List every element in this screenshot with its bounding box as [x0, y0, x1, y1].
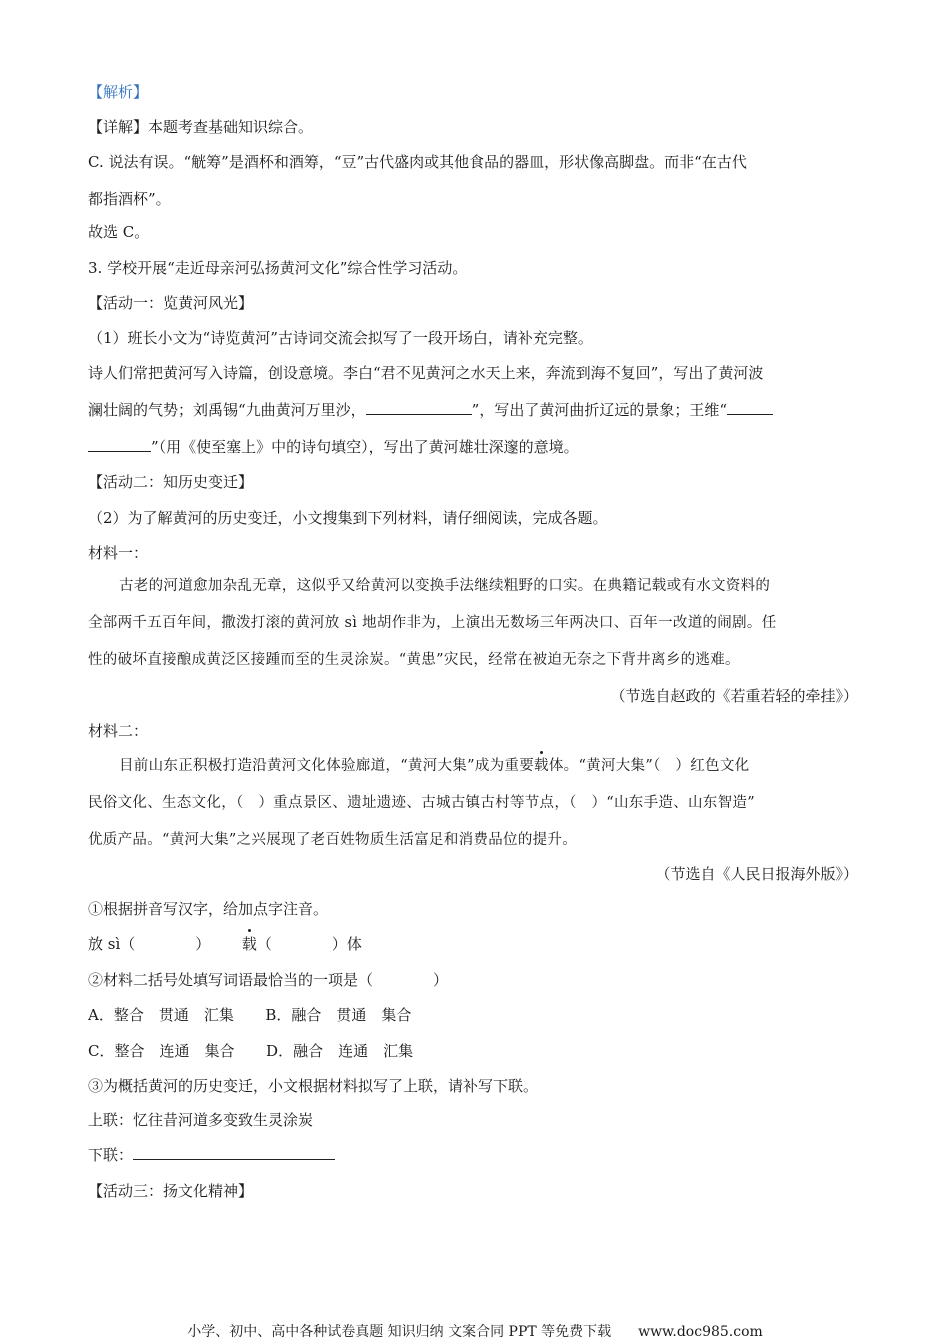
blank-wang-wei-2[interactable] — [88, 437, 151, 452]
option-c[interactable]: C．整合 连通 集合 — [88, 1042, 235, 1060]
sub3-upper: 上联：忆往昔河道多变致生灵涂炭 — [88, 1111, 314, 1129]
sub1-prompt: ①根据拼音写汉字，给加点字注音。 — [88, 900, 329, 918]
blank-wang-wei-1[interactable] — [727, 400, 773, 415]
option-d[interactable]: D．融合 连通 汇集 — [266, 1042, 414, 1060]
activity1-p2b: ”，写出了黄河曲折辽远的景象；王维“ — [471, 401, 728, 419]
activity1-q1: （1）班长小文为“诗览黄河”古诗词交流会拟写了一段开场白，请补充完整。 — [88, 329, 593, 347]
activity3-title: 【活动三：扬文化精神】 — [88, 1182, 254, 1200]
material2-line1 — [119, 756, 749, 776]
analysis-answer: 故选 C。 — [88, 223, 150, 241]
sub2-prompt: ②材料二括号处填写词语最恰当的一项是（ ） — [88, 971, 449, 989]
activity1-p1: 诗人们常把黄河写入诗篇，创设意境。李白“君不见黄河之水天上来，奔流到海不复回”，写出了黄河波 — [88, 364, 764, 382]
activity1-p3-text: ”（用《使至塞上》中的诗句填空），写出了黄河雄壮深邃的意境。 — [151, 438, 579, 456]
material1-line3: 性的破坏直接酿成黄泛区接踵而至的生灵涂炭。“黄患”灾民，经常在被迫无奈之下背井离乡的逃难。 — [88, 652, 740, 668]
footer-url[interactable]: www.doc985.com — [638, 1324, 763, 1340]
option-b[interactable]: B．融合 贯通 集合 — [265, 1006, 412, 1024]
material1-line2: 全部两千五百年间，撒泼打滚的黄河放 sì 地胡作非为，上演出无数场三年两决口、百年一改道的闹剧。任 — [88, 615, 777, 631]
blank-liu-yuxi[interactable] — [366, 400, 472, 415]
material1-label: 材料一： — [88, 544, 149, 562]
dotted-char-zai: 载 — [534, 758, 549, 774]
activity1-p2 — [88, 400, 773, 420]
sub1-answer-line — [88, 934, 362, 954]
material2-source: （节选自《人民日报海外版》） — [655, 865, 858, 883]
blank-lower-couplet[interactable] — [133, 1145, 335, 1160]
sub2-options-row1 — [88, 1005, 411, 1025]
analysis-c-line1: C. 说法有误。“觥筹”是酒杯和酒筹，“豆”古代盛肉或其他食品的器皿，形状像高脚盘。而非“在古代 — [88, 153, 747, 171]
activity2-q2: （2）为了解黄河的历史变迁，小文搜集到下列材料，请仔细阅读，完成各题。 — [88, 509, 608, 527]
material1-source: （节选自赵政的《若重若轻的牵挂》） — [610, 687, 858, 705]
footer-text: 小学、初中、高中各种试卷真题 知识归纳 文案合同 PPT 等免费下载 — [187, 1324, 612, 1340]
sub3-lower-line — [88, 1145, 335, 1165]
sub1-b: （ ）体 — [256, 935, 362, 953]
material2-line3: 优质产品。“黄河大集”之兴展现了老百姓物质生活富足和消费品位的提升。 — [88, 832, 578, 848]
sub2-options-row2 — [88, 1041, 413, 1061]
question-intro: 3. 学校开展“走近母亲河弘扬黄河文化”综合性学习活动。 — [88, 259, 468, 277]
option-a[interactable]: A．整合 贯通 汇集 — [88, 1006, 234, 1024]
material2-line2: 民俗文化、生态文化，（ ）重点景区、遗址遗迹、古城古镇古村等节点，（ ）“山东手造、山东智造” — [88, 795, 755, 811]
activity2-title: 【活动二：知历史变迁】 — [88, 473, 254, 491]
material2-line1b: 体。“黄河大集”（ ）红色文化 — [548, 758, 750, 774]
activity1-p2a: 澜壮阔的气势；刘禹锡“九曲黄河万里沙， — [88, 401, 366, 419]
sub3-lower: 下联： — [88, 1146, 134, 1164]
material2-label: 材料二： — [88, 722, 149, 740]
sub1-dotted-char: 载 — [241, 935, 257, 953]
page-footer — [0, 1323, 950, 1341]
analysis-header: 【解析】 — [88, 83, 149, 101]
analysis-c-line2: 都指酒杯”。 — [88, 190, 171, 208]
sub3-prompt: ③为概括黄河的历史变迁，小文根据材料拟写了上联，请补写下联。 — [88, 1077, 539, 1095]
material1-line1: 古老的河道愈加杂乱无章，这似乎又给黄河以变换手法继续粗野的口实。在典籍记载或有水文资料的 — [119, 578, 771, 594]
activity1-p3 — [88, 437, 579, 457]
activity1-title: 【活动一：览黄河风光】 — [88, 294, 254, 312]
material2-line1a: 目前山东正积极打造沿黄河文化体验廊道，“黄河大集”成为重要 — [119, 758, 535, 774]
analysis-detail: 【详解】本题考查基础知识综合。 — [88, 118, 314, 136]
sub1-a: 放 sì（ ） — [88, 935, 211, 953]
